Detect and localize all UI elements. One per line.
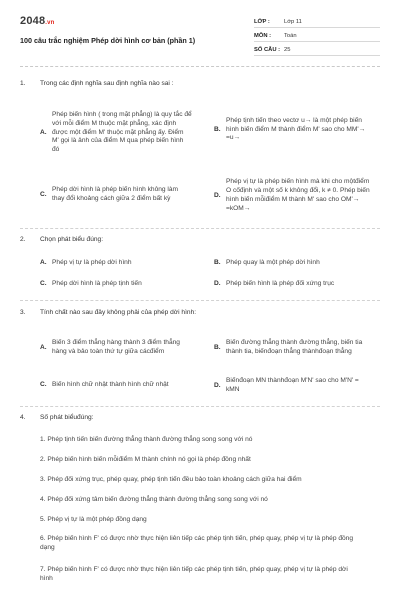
option-3b[interactable] xyxy=(214,329,380,367)
statement-3: 3. Phép đối xứng trục, phép quay, phép tịnh tiến đều bảo toàn khoảng cách giữa hai điểm xyxy=(40,476,302,483)
logo-tld: .vn xyxy=(45,20,55,26)
question-number: 2. xyxy=(20,236,26,243)
option-text: Phép dời hình là phép tịnh tiến xyxy=(52,280,142,287)
meta-table xyxy=(254,14,380,56)
option-text: Phép biến hình ( trong mặt phẳng) là quy tắc để với mỗi điểm M thuộc mặt phẳng, xác định được một điểm M' thuộc mặt phẳng ấy. Điểm M' gọi là ảnh của điểm M qua phép biến hình đó xyxy=(52,110,192,154)
statement-6: 6. Phép biến hình F' có được nhờ thực hiện liên tiếp các phép tịnh tiến, phép quay, phép vị tự là phép đồng dạng xyxy=(40,535,353,551)
statement-2: 2. Phép biến hình biến mỗiđiểm M thành chính nó gọi là phép đồng nhất xyxy=(40,456,251,463)
question-separator xyxy=(20,300,380,301)
question-text: Số phát biểuđúng: xyxy=(40,414,94,421)
meta-value: Lớp 11 xyxy=(284,19,302,26)
meta-row-count xyxy=(254,42,380,56)
option-2a[interactable] xyxy=(40,259,210,268)
option-letter: C. xyxy=(40,280,47,287)
option-text: Biến hình chữ nhật thành hình chữ nhật xyxy=(52,381,169,388)
meta-row-subject xyxy=(254,28,380,42)
option-text: Phép vị tự là phép biến hình mà khi cho mộtđiểm O cốđịnh và một số k không đổi, k ≠ 0. Phép biến hình biến mỗiđiểm M thành M' sao cho OM'→ =kOM→ xyxy=(226,178,370,212)
question-text: Tính chất nào sau đây không phải của phép dời hình: xyxy=(40,309,197,316)
option-2c[interactable] xyxy=(40,280,210,289)
document-title: 100 câu trắc nghiệm Phép dời hình cơ bản (phần 1) xyxy=(20,36,196,45)
option-3d[interactable] xyxy=(214,374,380,398)
option-text: Phép biến hình là phép đối xứng trục xyxy=(226,280,335,287)
statement-1: 1. Phép tịnh tiến biến đường thẳng thành đường thẳng song song với nó xyxy=(40,436,253,443)
meta-label: MÔN : xyxy=(254,33,272,40)
option-letter: B. xyxy=(214,259,221,266)
option-text: Phép quay là một phép dời hình xyxy=(226,259,320,266)
option-3a[interactable] xyxy=(40,329,210,367)
statement-4: 4. Phép đối xứng tâm biến đường thẳng thành đường thẳng song song với nó xyxy=(40,496,268,503)
question-number: 4. xyxy=(20,414,26,421)
question-number: 3. xyxy=(20,309,26,316)
option-3c[interactable] xyxy=(40,381,210,390)
meta-row-class xyxy=(254,14,380,28)
statement-7: 7. Phép biến hình F' có được nhờ thực hiện liên tiếp các phép tịnh tiến, phép quay, phép vị tự là phép dời hình xyxy=(40,566,348,582)
meta-label: LỚP : xyxy=(254,19,270,26)
question-1 xyxy=(20,80,380,89)
statement-5: 5. Phép vị tự là một phép đồng dạng xyxy=(40,516,147,523)
option-text: Biếnđoạn MN thànhđoạn M'N' sao cho M'N' = kMN xyxy=(226,377,359,393)
meta-label: SỐ CÂU : xyxy=(254,47,281,54)
option-1d[interactable] xyxy=(214,170,380,222)
logo-main: 2048 xyxy=(20,15,46,27)
option-1b[interactable] xyxy=(214,108,380,152)
question-text: Trong các định nghĩa sau định nghĩa nào sai : xyxy=(40,80,174,87)
question-text: Chọn phát biểu đúng: xyxy=(40,236,104,243)
site-logo[interactable] xyxy=(20,14,55,29)
option-text: Phép tịnh tiến theo vectơ u→ là một phép biến hình biến điểm M thành điểm M' sao cho MM'→ =u→ xyxy=(226,116,366,142)
option-text: Biến đường thẳng thành đường thẳng, biến tia thành tia, biếnđoạn thẳng thànhđoạn thẳng xyxy=(226,339,363,355)
option-letter: A. xyxy=(40,343,47,351)
option-text: Phép dời hình là phép biến hình không làm thay đổi khoảng cách giữa 2 điểm bất kỳ xyxy=(52,186,179,202)
option-letter: A. xyxy=(40,128,47,136)
option-letter: D. xyxy=(214,381,221,389)
option-text: Phép vị tự là phép dời hình xyxy=(52,259,132,266)
question-4 xyxy=(20,414,380,423)
option-letter: B. xyxy=(214,343,221,351)
question-number: 1. xyxy=(20,80,26,87)
option-letter: B. xyxy=(214,125,221,133)
option-letter: C. xyxy=(40,381,47,388)
option-text: Biến 3 điểm thẳng hàng thành 3 điểm thẳng hàng và bảo toàn thứ tự giữa cácđiểm xyxy=(52,339,180,355)
question-separator xyxy=(20,406,380,407)
option-letter: D. xyxy=(214,191,221,199)
question-2 xyxy=(20,236,380,245)
question-separator xyxy=(20,228,380,229)
option-letter: A. xyxy=(40,259,47,266)
header-divider xyxy=(20,66,380,67)
option-2b[interactable] xyxy=(214,259,380,268)
option-2d[interactable] xyxy=(214,280,380,289)
document-header xyxy=(20,14,380,64)
option-letter: D. xyxy=(214,280,221,287)
question-3 xyxy=(20,309,380,318)
option-1c[interactable] xyxy=(40,180,220,210)
option-letter: C. xyxy=(40,190,47,198)
meta-value: 25 xyxy=(284,47,291,54)
meta-value: Toán xyxy=(284,33,297,40)
option-1a[interactable] xyxy=(40,100,220,166)
